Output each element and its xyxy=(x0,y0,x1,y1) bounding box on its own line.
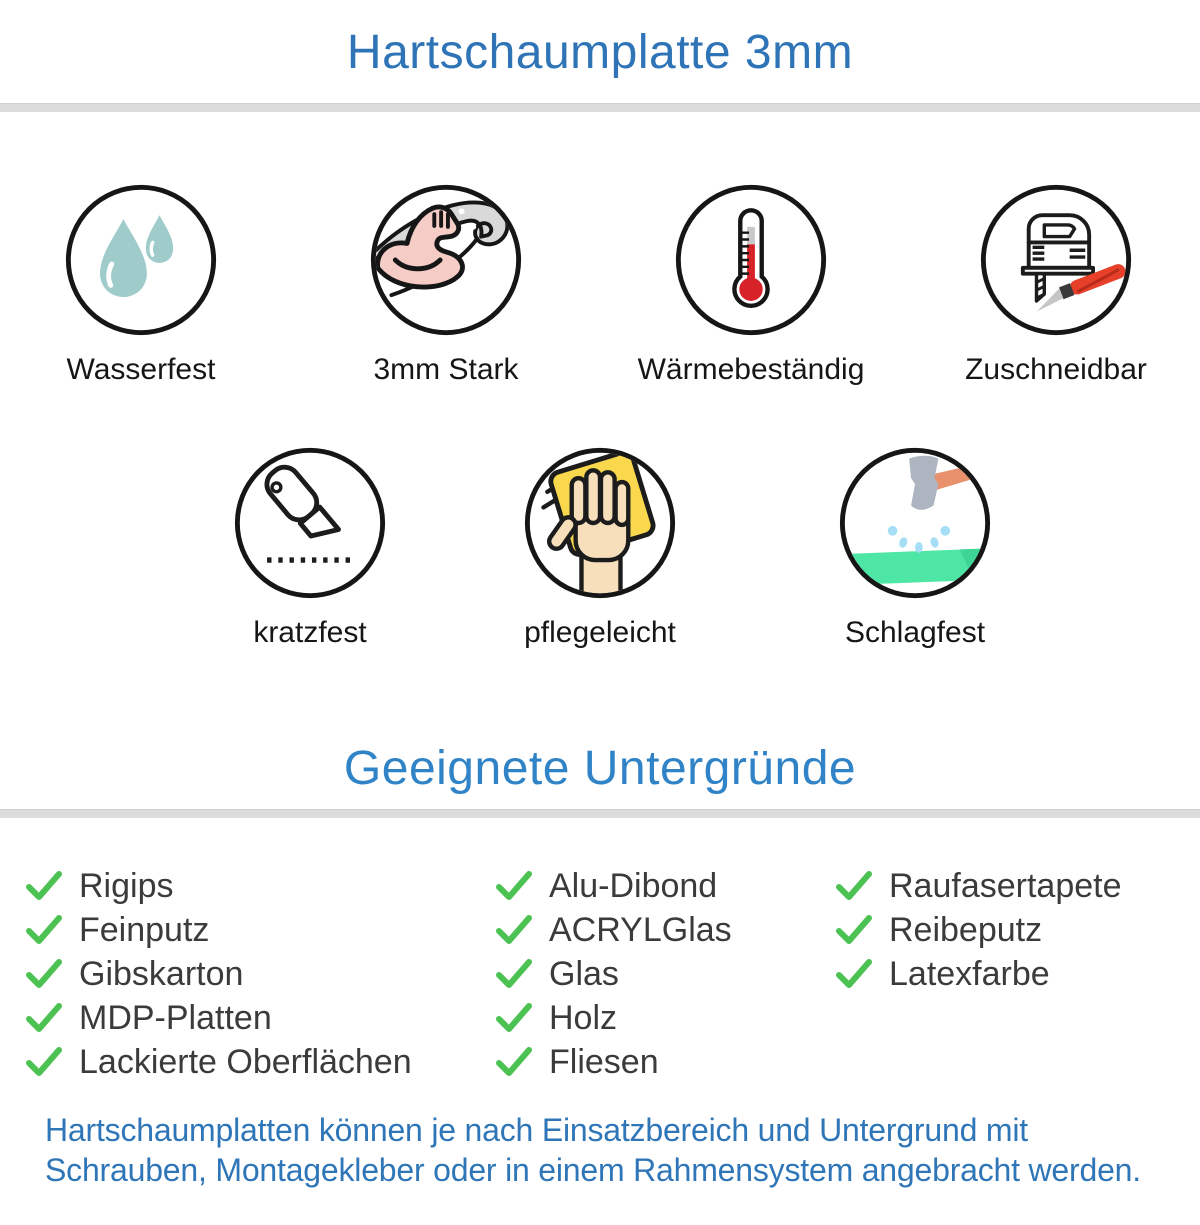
divider xyxy=(0,103,1200,112)
feature-label: kratzfest xyxy=(253,616,367,649)
list-item xyxy=(496,996,836,1040)
list-item xyxy=(496,908,836,952)
feature-row-2 xyxy=(0,445,1200,650)
feature-kratzfest xyxy=(194,445,426,650)
checkmark-icon xyxy=(496,959,532,989)
list-item xyxy=(496,864,836,908)
substrate-label: Gibskarton xyxy=(79,954,244,993)
checkmark-icon xyxy=(26,915,62,945)
list-item xyxy=(496,1040,836,1084)
substrate-label: Alu-Dibond xyxy=(549,866,718,905)
substrate-label: ACRYLGlas xyxy=(549,910,732,949)
substrate-label: Reibeputz xyxy=(889,910,1043,949)
feature-wasserfest xyxy=(25,182,257,387)
checkmark-icon xyxy=(496,1003,532,1033)
list-item xyxy=(836,908,1200,952)
list-item xyxy=(26,996,496,1040)
checkmark-icon xyxy=(496,871,532,901)
feature-row-1 xyxy=(0,182,1200,387)
substrates-column-1 xyxy=(26,864,496,1084)
substrate-label: Holz xyxy=(549,998,618,1037)
section-title: Geeignete Untergründe xyxy=(343,742,857,795)
checkmark-icon xyxy=(496,915,532,945)
feature-label: Zuschneidbar xyxy=(965,353,1147,386)
list-item xyxy=(26,908,496,952)
feature-label: 3mm Stark xyxy=(373,353,519,386)
wiping-hand-icon xyxy=(522,445,678,601)
checkmark-icon xyxy=(26,959,62,989)
checkmark-icon xyxy=(26,871,62,901)
feature-schlagfest xyxy=(799,445,1031,650)
feature-label: pflegeleicht xyxy=(524,616,676,649)
cutter-knife-icon xyxy=(232,445,388,601)
substrate-label: MDP-Platten xyxy=(79,998,272,1037)
list-item xyxy=(836,864,1200,908)
list-item xyxy=(26,864,496,908)
hammer-icon xyxy=(837,445,993,601)
feature-label: Wärmebeständig xyxy=(637,353,865,386)
checkmark-icon xyxy=(26,1003,62,1033)
water-drops-icon xyxy=(63,182,219,338)
feature-3mm-stark xyxy=(330,182,562,387)
checkmark-icon xyxy=(836,959,872,989)
feature-waermebestaendig xyxy=(635,182,867,387)
checkmark-icon xyxy=(836,871,872,901)
feature-label: Wasserfest xyxy=(66,353,216,386)
substrate-label: Glas xyxy=(549,954,619,993)
substrates-list xyxy=(0,864,1200,1084)
mounting-note-line2: Schrauben, Montagekleber oder in einem Rahmensystem angebracht werden. xyxy=(45,1152,1141,1188)
mounting-note xyxy=(0,1110,1200,1190)
mounting-note-line1: Hartschaumplatten können je nach Einsatzbereich und Untergrund mit xyxy=(45,1112,1028,1148)
substrate-label: Raufasertapete xyxy=(889,866,1122,905)
checkmark-icon xyxy=(496,1047,532,1077)
list-item xyxy=(26,1040,496,1084)
substrate-label: Fliesen xyxy=(549,1042,659,1081)
jigsaw-icon xyxy=(978,182,1134,338)
substrate-label: Lackierte Oberflächen xyxy=(79,1042,412,1081)
substrate-label: Feinputz xyxy=(79,910,210,949)
list-item xyxy=(836,952,1200,996)
substrates-column-3 xyxy=(836,864,1200,1084)
list-item xyxy=(496,952,836,996)
list-item xyxy=(26,952,496,996)
feature-zuschneidbar xyxy=(940,182,1172,387)
strong-arm-icon xyxy=(368,182,524,338)
substrate-label: Latexfarbe xyxy=(889,954,1050,993)
substrates-column-2 xyxy=(496,864,836,1084)
checkmark-icon xyxy=(26,1047,62,1077)
checkmark-icon xyxy=(836,915,872,945)
divider xyxy=(0,809,1200,818)
substrate-label: Rigips xyxy=(79,866,174,905)
feature-label: Schlagfest xyxy=(844,616,986,649)
page-title: Hartschaumplatte 3mm xyxy=(346,26,854,79)
thermometer-icon xyxy=(673,182,829,338)
feature-pflegeleicht xyxy=(484,445,716,650)
